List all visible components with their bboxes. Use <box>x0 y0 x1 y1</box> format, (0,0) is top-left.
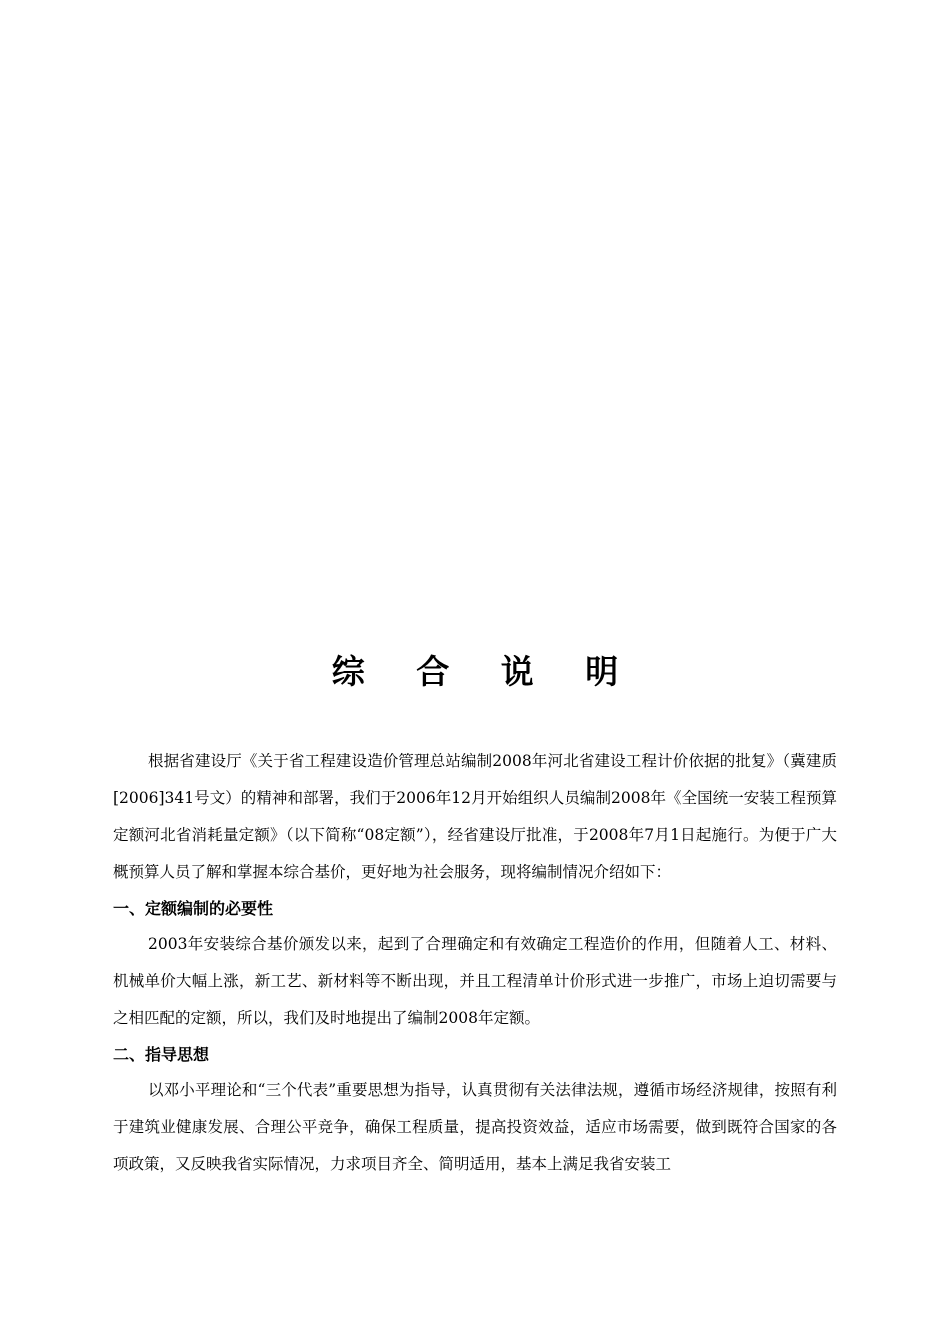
document-title: 综 合 说 明 <box>331 652 639 691</box>
section-heading-necessity: 一、定额编制的必要性 <box>113 899 274 918</box>
section-paragraph-guiding-principle: 以邓小平理论和“三个代表”重要思想为指导，认真贯彻有关法律法规，遵循市场经济规律，按照有利于建筑业健康发展、合理公平竞争，确保工程质量，提高投资效益，适应市场需要，做到既符合国家的各项政策，又反映我省实际情况，力求项目齐全、简明适用，基本上满足我省安装工 <box>113 1081 837 1173</box>
section-heading-guiding-principle: 二、指导思想 <box>113 1045 210 1064</box>
intro-paragraph: 根据省建设厅《关于省工程建设造价管理总站编制2008年河北省建设工程计价依据的批复》（冀建质[2006]341号文）的精神和部署，我们于2006年12月开始组织人员编制2008年《全国统一安装工程预算定额河北省消耗量定额》（以下简称“08定额”），经省建设厅批准，于2008年7月1日起施行。为便于广大概预算人员了解和掌握本综合基价，更好地为社会服务，现将编制情况介绍如下： <box>113 752 837 881</box>
document-body <box>113 743 837 1183</box>
section-paragraph-necessity: 2003年安装综合基价颁发以来，起到了合理确定和有效确定工程造价的作用，但随着人工、材料、机械单价大幅上涨，新工艺、新材料等不断出现，并且工程清单计价形式进一步推广，市场上迫切需要与之相匹配的定额，所以，我们及时地提出了编制2008年定额。 <box>113 935 837 1027</box>
